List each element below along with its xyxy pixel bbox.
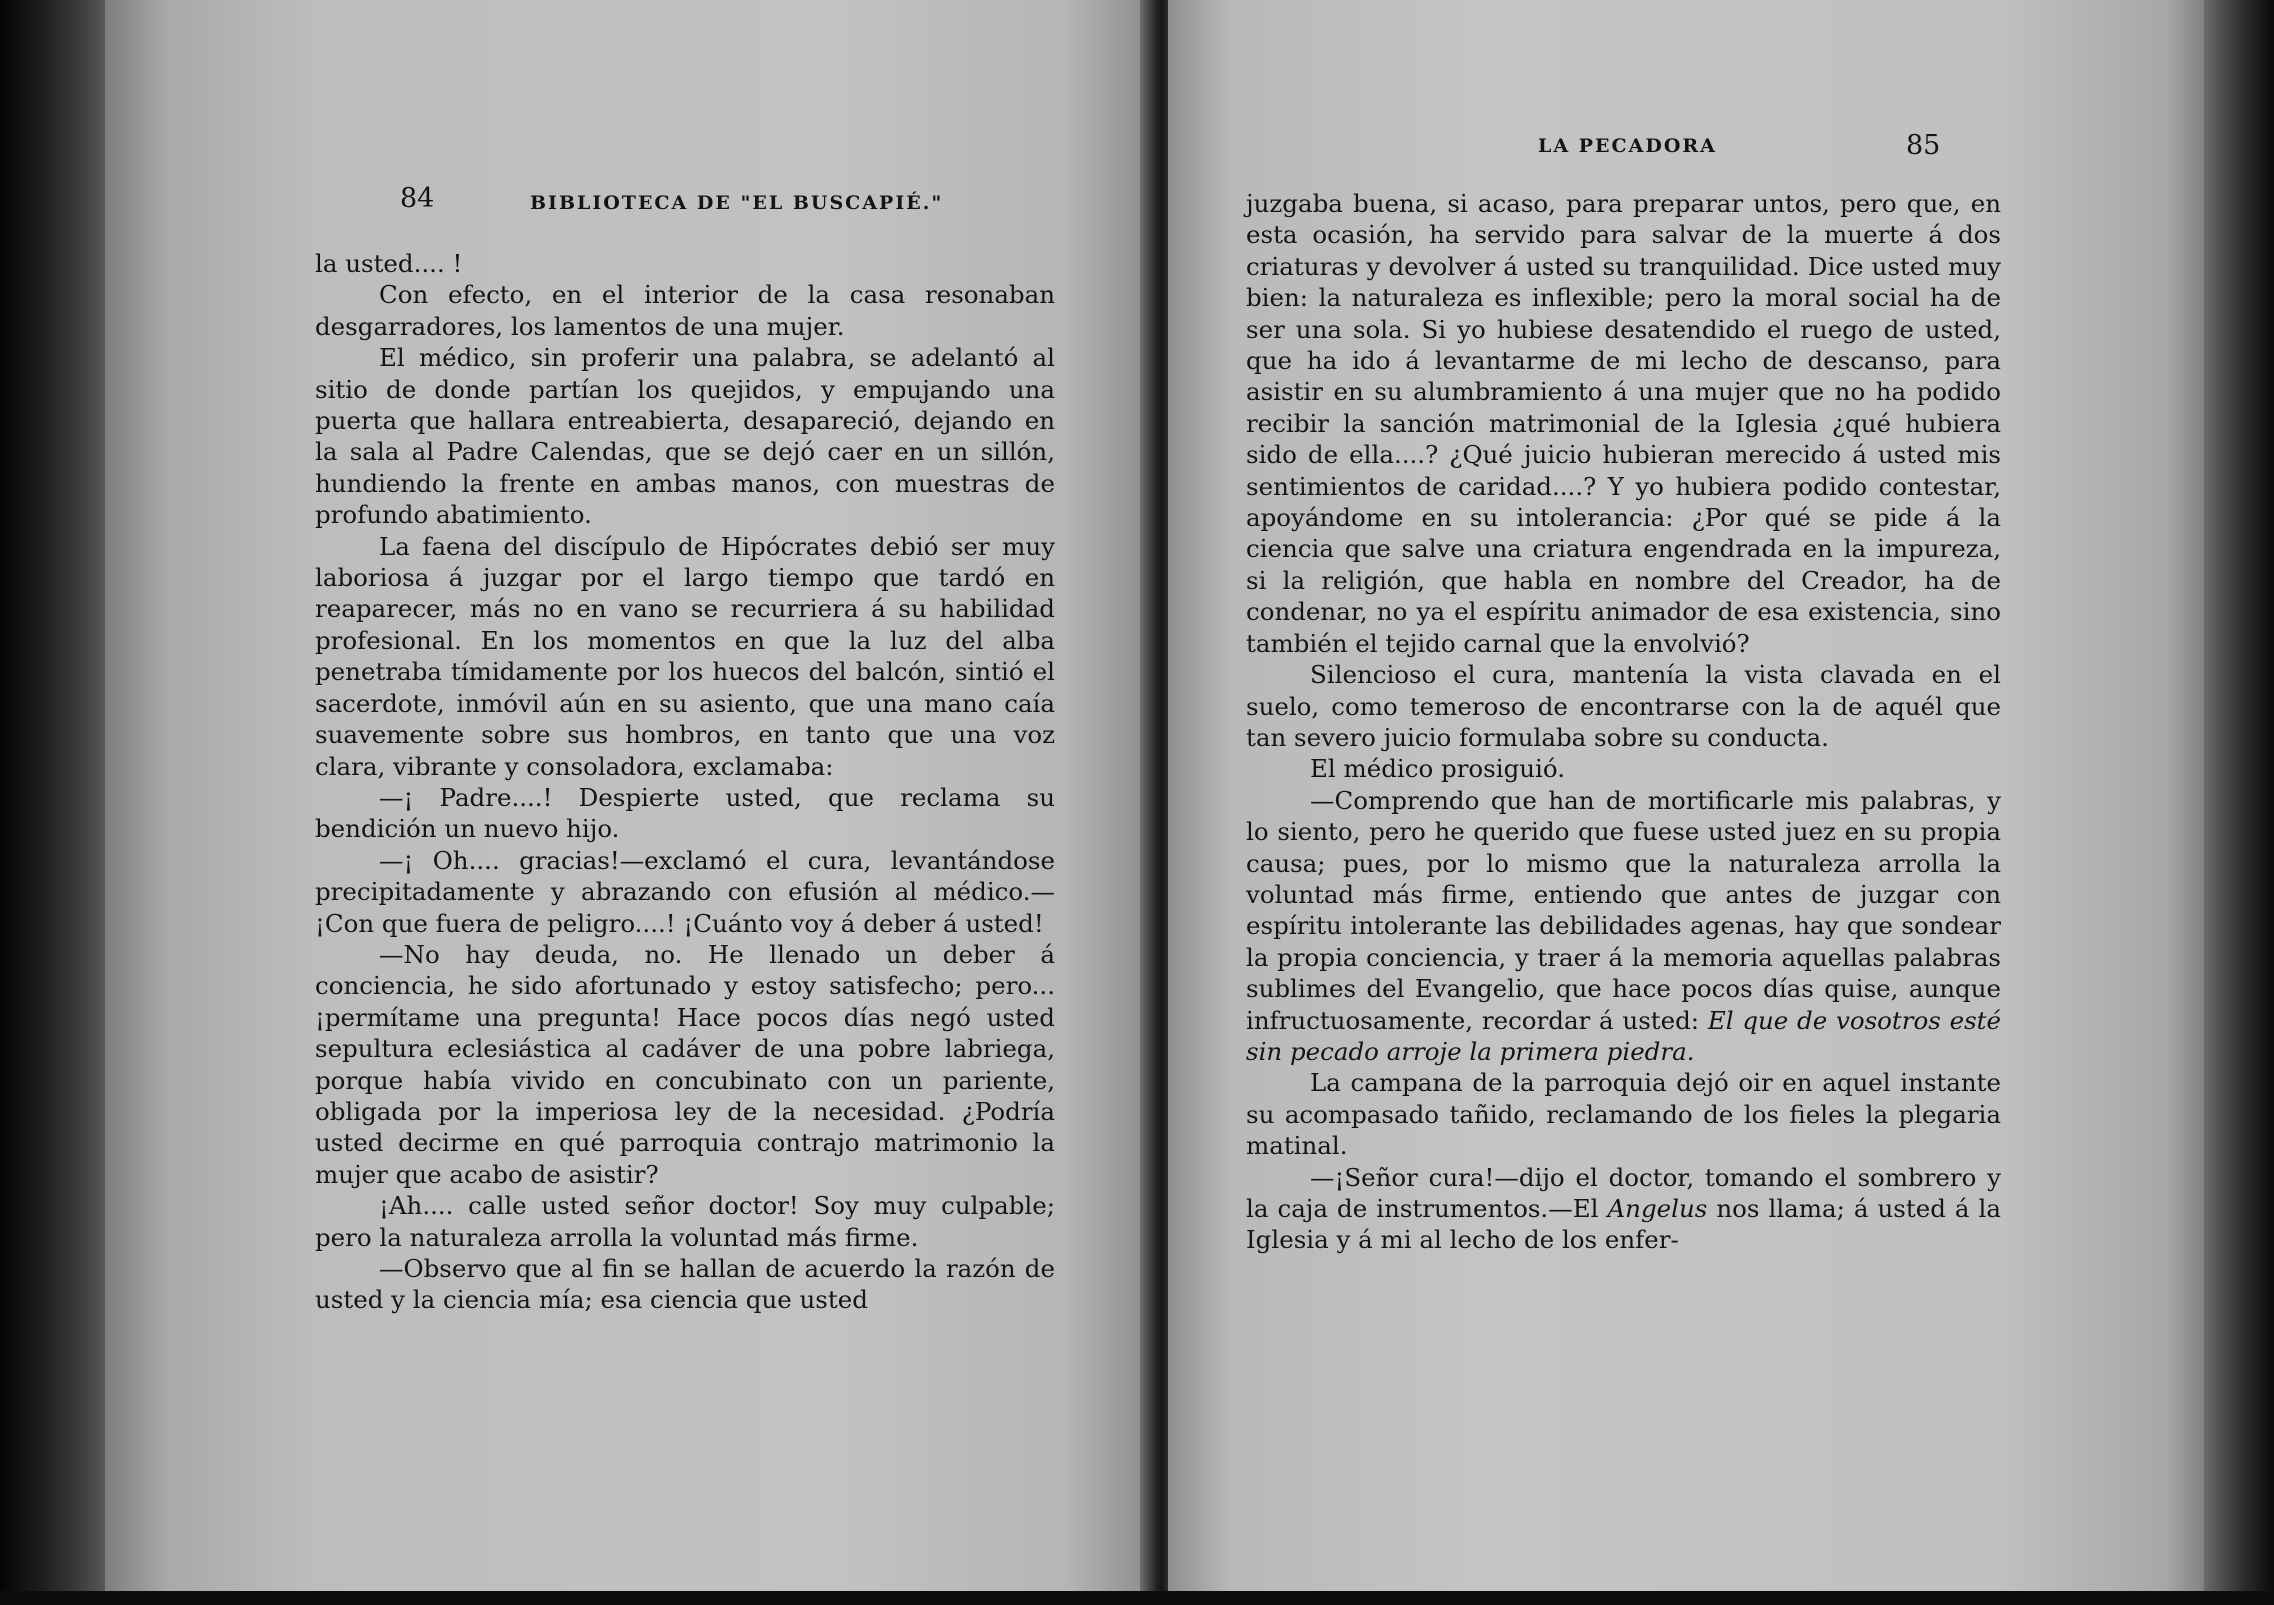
scan-bottom-edge	[0, 1591, 2274, 1605]
paragraph-text: —¡Señor cura!—dijo el doctor, tomando el sombrero y la caja de instrumentos.—El	[1246, 1162, 2001, 1223]
gospel-quote: El que de vosotros esté sin pecado arroje la primera piedra.	[1246, 1005, 2001, 1066]
right-page-number: 85	[1906, 130, 1941, 161]
paragraph: La campana de la parroquia dejó oir en aquel instante su acompasado tañido, reclamando de los fieles la plegaria matinal.	[1246, 1068, 2001, 1161]
paragraph: —No hay deuda, no. He llenado un deber á conciencia, he sido afortunado y estoy satisfecho; pero... ¡permítame una pregunta! Hace pocos días negó usted sepultura eclesiástica al cadáver de una pobre labriega, porque había vivido en concubinato con un pariente, obligada por la imperiosa ley de la necesidad. ¿Podría usted decirme en qué parroquia contrajo matrimonio la mujer que acabo de asistir?	[315, 939, 1055, 1189]
right-page	[1168, 0, 2208, 1605]
left-running-head: BIBLIOTECA DE "EL BUSCAPIÉ."	[530, 192, 944, 214]
right-running-head: LA PECADORA	[1538, 135, 1717, 157]
paragraph-with-quote	[1246, 785, 2001, 1068]
left-page	[105, 0, 1150, 1605]
paragraph: —Observo que al fin se hallan de acuerdo la razón de usted y la ciencia mía; esa ciencia que usted	[315, 1254, 1055, 1315]
paragraph: —¡ Oh.... gracias!—exclamó el cura, levantándose precipitadamente y abrazando con efusión al médico.—¡Con que fuera de peligro....! ¡Cuánto voy á deber á usted!	[315, 845, 1055, 938]
paragraph: Silencioso el cura, mantenía la vista clavada en el suelo, como temeroso de encontrarse con la de aquél que tan severo juicio formulaba sobre su conducta.	[1246, 660, 2001, 752]
left-page-text	[315, 248, 1055, 1316]
right-binding-edge	[2204, 0, 2274, 1605]
paragraph-with-italic	[1246, 1162, 2001, 1256]
paragraph: la usted.... !	[315, 249, 463, 278]
paragraph-text: —Comprendo que han de mortificarle mis palabras, y lo siento, pero he querido que fuese usted juez en su propia causa; pues, por lo mismo que la naturaleza arrolla la voluntad más firme, entiendo que antes de juzgar con espíritu intolerante las debilidades agenas, hay que sondear la propia conciencia, y traer á la memoria aquellas palabras sublimes del Evangelio, que hace pocos días quise, aunque infructuosamente, recordar á usted:	[1246, 785, 2001, 1035]
paragraph: La faena del discípulo de Hipócrates debió ser muy laboriosa á juzgar por el largo tiempo que tardó en reaparecer, más no en vano se recurriera á su habilidad profesional. En los momentos en que la luz del alba penetraba tímidamente por los huecos del balcón, sintió el sacerdote, inmóvil aún en su asiento, que una mano caía suavemente sobre sus hombros, en tanto que una voz clara, vibrante y consoladora, exclamaba:	[315, 531, 1055, 781]
paragraph: El médico prosiguió.	[1310, 754, 1565, 784]
paragraph-text-end: nos llama; á usted á la Iglesia y á mi al lecho de los enfer-	[1246, 1194, 2001, 1255]
angelus-word: Angelus	[1607, 1194, 1708, 1223]
paragraph: juzgaba buena, si acaso, para preparar untos, pero que, en esta ocasión, ha servido para salvar de la muerte á dos criaturas y devolver á usted su tranquilidad. Dice usted muy bien: la naturaleza es inflexible; pero la moral social ha de ser una sola. Si yo hubiese desatendido el ruego de usted, que ha ido á levantarme de mi lecho de descanso, para asistir en su alumbramiento á una mujer que no ha podido recibir la sanción matrimonial de la Iglesia ¿qué hubiera sido de ella....? ¿Qué juicio hubieran merecido á usted mis sentimientos de caridad....? Y yo hubiera podido contestar, apoyándome en su intolerancia: ¿Por qué se pide á la ciencia que salve una criatura engendrada en la impureza, si la religión, que habla en nombre del Creador, ha de condenar, no ya el espíritu animador de esa existencia, sino también el tejido carnal que la envolvió?	[1246, 189, 2001, 658]
left-page-number: 84	[400, 183, 435, 214]
paragraph: ¡Ah.... calle usted señor doctor! Soy muy culpable; pero la naturaleza arrolla la voluntad más firme.	[315, 1191, 1055, 1252]
paragraph: —¡ Padre....! Despierte usted, que reclama su bendición un nuevo hijo.	[315, 782, 1055, 844]
paragraph: El médico, sin proferir una palabra, se adelantó al sitio de donde partían los quejidos, y empujando una puerta que hallara entreabierta, desapareció, dejando en la sala al Padre Calendas, que se dejó caer en un sillón, hundiendo la frente en ambas manos, con muestras de profundo abatimiento.	[315, 343, 1055, 530]
right-page-text	[1246, 188, 2001, 1256]
paragraph: Con efecto, en el interior de la casa resonaban desgarradores, los lamentos de una mujer.	[315, 280, 1055, 341]
